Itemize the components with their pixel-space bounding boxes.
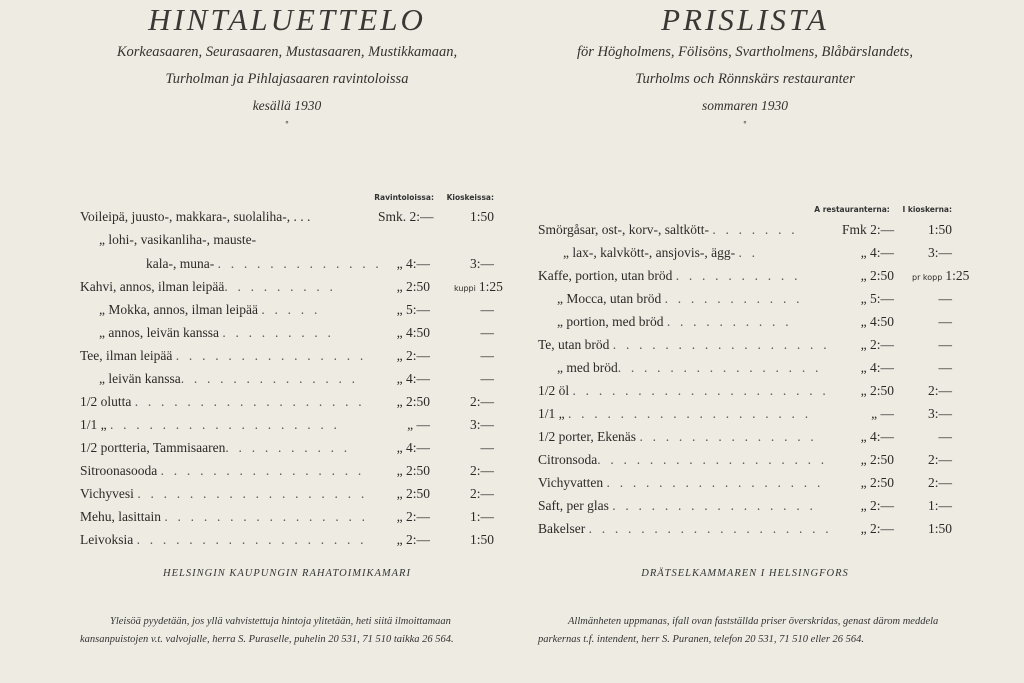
finnish-header-kiosks: Kioskeissa:: [446, 193, 494, 202]
kiosk-price: pr kopp 1:25: [912, 268, 970, 283]
dot-leader: . . . . . . . . . . . . . . . .: [164, 509, 369, 524]
finnish-issuer: HELSINGIN KAUPUNGIN RAHATOIMIKAMARI: [163, 568, 411, 579]
dot-leader: . . . . . . . . . . . . . . . .: [617, 360, 822, 375]
unit-tag: pr kopp: [912, 273, 943, 282]
unit-tag: kuppi: [454, 284, 476, 293]
item-label: Kaffe, portion, utan bröd . . . . . . . . . .: [538, 268, 801, 283]
restaurant-price: „ 2:50: [396, 463, 430, 478]
price-row: [80, 369, 494, 392]
kiosk-price: 2:—: [469, 486, 494, 501]
item-label: 1/2 portteria, Tammisaaren. . . . . . . . . .: [80, 440, 351, 455]
dot-leader: . . . . . . . . . . . . . . .: [175, 348, 367, 363]
kiosk-price: —: [480, 371, 494, 386]
item-label: 1/2 porter, Ekenäs . . . . . . . . . . . . . .: [538, 429, 817, 444]
kiosk-price: —: [480, 325, 494, 340]
item-label: 1/1 „ . . . . . . . . . . . . . . . . . .: [80, 417, 341, 432]
item-label: kala-, muna- . . . . . . . . . . . . .: [146, 256, 382, 271]
price-row: [80, 507, 494, 530]
price-row: [538, 289, 952, 312]
kiosk-price: 1:50: [469, 209, 494, 224]
kiosk-price: —: [480, 440, 494, 455]
price-row: [538, 404, 952, 427]
price-row: [538, 496, 952, 519]
kiosk-price: 3:—: [469, 417, 494, 432]
item-label: Vichyvatten . . . . . . . . . . . . . . . . .: [538, 475, 824, 490]
price-row: [538, 243, 952, 266]
dot-leader: . . . . . . . . . . . . . . . . . .: [134, 394, 365, 409]
swedish-title: PRISLISTA: [661, 2, 829, 37]
dot-leader: . . . . . . . . . . . . . . . . . .: [110, 417, 341, 432]
price-row: [538, 266, 970, 289]
dot-leader: . . . . . . . . . .: [225, 440, 351, 455]
item-label: Te, utan bröd . . . . . . . . . . . . . . . . .: [538, 337, 830, 352]
kiosk-price: —: [938, 337, 952, 352]
price-row: [80, 530, 494, 553]
restaurant-price: „ 2:—: [860, 337, 894, 352]
dot-leader: . . . . . . . . . . . . . . . . . .: [597, 452, 828, 467]
dot-leader: . . . . . . . . . . . . . . . . . . . .: [572, 383, 829, 398]
dot-leader: . . . . . . . . . .: [666, 314, 792, 329]
item-label: Saft, per glas . . . . . . . . . . . . . . . .: [538, 498, 817, 513]
dot-leader: . . . . . . . . . . . . . . . . . .: [137, 486, 368, 501]
item-label: „ Mocca, utan bröd . . . . . . . . . . .: [557, 291, 803, 306]
kiosk-price: 1:50: [927, 521, 952, 536]
restaurant-price: „ 4:—: [396, 256, 430, 271]
restaurant-price: „ 4:—: [860, 429, 894, 444]
item-label: „ med bröd. . . . . . . . . . . . . . . .: [557, 360, 822, 375]
restaurant-price: „ 5:—: [396, 302, 430, 317]
restaurant-price: „ 2:50: [396, 486, 430, 501]
kiosk-price: 2:—: [469, 463, 494, 478]
kiosk-price: 1:—: [927, 498, 952, 513]
swedish-price-rows: [538, 220, 970, 542]
kiosk-price: 3:—: [927, 406, 952, 421]
restaurant-price: „ 5:—: [860, 291, 894, 306]
price-row: [538, 519, 952, 542]
dot-leader: . . . . . . . . . . . . . .: [180, 371, 359, 386]
dot-leader: . . . . . . . . . . . . .: [217, 256, 382, 271]
price-row: [538, 473, 952, 496]
swedish-subtitle-islands: för Högholmens, Fölisöns, Svartholmens, Blåbärslandets,: [577, 44, 913, 60]
finnish-ornament: ∘: [284, 118, 290, 128]
finnish-header-restaurants: Ravintoloissa:: [374, 193, 434, 202]
swedish-complaint-note: Allmänheten uppmanas, ifall ovan fastställda priser överskridas, genast därom meddela parkernas t.f. intendent, herr S. Puranen, telefon 20 531, 71 510 eller 26 564.: [538, 616, 939, 645]
dot-leader: . . . . . . . . . . . . . . . . . . .: [588, 521, 832, 536]
restaurant-price: „ 4:—: [860, 360, 894, 375]
kiosk-price: 2:—: [927, 383, 952, 398]
dot-leader: . . . . . . . . . . . . . . . . .: [612, 337, 830, 352]
restaurant-price: „ 4:—: [860, 245, 894, 260]
restaurant-price: „ 2:50: [860, 452, 894, 467]
finnish-price-rows: [80, 207, 503, 553]
finnish-subtitle-islands: Korkeasaaren, Seurasaaren, Mustasaaren, Mustikkamaan,: [116, 44, 458, 60]
kiosk-price: —: [480, 348, 494, 363]
item-label: Citronsoda. . . . . . . . . . . . . . . . . .: [538, 452, 828, 467]
restaurant-price: „ 2:50: [396, 279, 430, 294]
price-row: [80, 230, 494, 254]
kiosk-price: 1:50: [469, 532, 494, 547]
price-row: [538, 220, 952, 243]
item-label: „ lax-, kalvkött-, ansjovis-, ägg- . .: [563, 245, 759, 260]
item-label: Smörgåsar, ost-, korv-, saltkött- . . . . . . .: [538, 222, 798, 237]
kiosk-price: 3:—: [927, 245, 952, 260]
price-row: [80, 461, 494, 484]
finnish-complaint-note: Yleisöä pyydetään, jos yllä vahvistettuja hintoja ylitetään, heti siitä ilmoittamaan kansanpuistojen v.t. valvojalle, herra S. Puraselle, puhelin 20 531, 71 510 taikka 26 564.: [80, 616, 454, 645]
dot-leader: . . . . . . . . .: [224, 279, 337, 294]
price-row: [538, 450, 952, 473]
price-row: [80, 277, 503, 300]
kiosk-price: —: [938, 314, 952, 329]
dot-leader: . . . . . . . . . . . . . . . . .: [606, 475, 824, 490]
item-label: Bakelser . . . . . . . . . . . . . . . . . . .: [538, 521, 832, 536]
price-row: [80, 300, 494, 323]
item-label: 1/2 olutta . . . . . . . . . . . . . . . . . .: [80, 394, 365, 409]
kiosk-price: —: [938, 291, 952, 306]
item-label: Sitroonasooda . . . . . . . . . . . . . . . .: [80, 463, 365, 478]
item-label: „ leivän kanssa. . . . . . . . . . . . . .: [99, 371, 359, 386]
item-label: Voileipä, juusto-, makkara-, suolaliha-, . . .: [80, 209, 311, 224]
restaurant-price: „ —: [407, 417, 430, 432]
restaurant-price: Fmk 2:—: [842, 222, 895, 237]
price-row: [80, 438, 494, 461]
item-label: 1/1 „ . . . . . . . . . . . . . . . . . . .: [538, 406, 812, 421]
finnish-subtitle-restaurants: Turholman ja Pihlajasaaren ravintoloissa: [165, 71, 409, 87]
kiosk-price: 1:50: [927, 222, 952, 237]
restaurant-price: Smk. 2:—: [378, 209, 434, 224]
price-row: [538, 427, 952, 450]
dot-leader: . . . . . . . . . . . . . . . .: [612, 498, 817, 513]
dot-leader: . . . . . . . . . . . . . .: [639, 429, 817, 444]
item-label: Vichyvesi . . . . . . . . . . . . . . . . . .: [80, 486, 368, 501]
kiosk-price: —: [938, 429, 952, 444]
swedish-ornament: ∘: [742, 118, 748, 128]
restaurant-price: „ 4:—: [396, 371, 430, 386]
restaurant-price: „ 2:50: [860, 383, 894, 398]
restaurant-price: „ 2:50: [860, 475, 894, 490]
restaurant-price: „ 2:—: [396, 532, 430, 547]
restaurant-price: „ 2:—: [396, 348, 430, 363]
item-label: Tee, ilman leipää . . . . . . . . . . . . . . .: [80, 348, 367, 363]
dot-leader: . .: [738, 245, 759, 260]
dot-leader: . . . . . . . . . .: [675, 268, 801, 283]
swedish-issuer: DRÄTSELKAMMAREN I HELSINGFORS: [641, 568, 849, 579]
restaurant-price: „ 2:50: [396, 394, 430, 409]
finnish-column-headers: [374, 193, 494, 202]
kiosk-price: 2:—: [927, 475, 952, 490]
kiosk-price: —: [480, 302, 494, 317]
restaurant-price: „ —: [871, 406, 894, 421]
price-row: [80, 484, 494, 507]
price-row: [80, 415, 494, 438]
kiosk-price: —: [938, 360, 952, 375]
swedish-subtitle-restaurants: Turholms och Rönnskärs restauranter: [635, 71, 855, 87]
price-row: [80, 323, 494, 346]
restaurant-price: „ 2:—: [860, 498, 894, 513]
dot-leader: . . . . . . . . .: [222, 325, 335, 340]
dot-leader: . . . . . . . . . . . . . . . . . . .: [568, 406, 812, 421]
swedish-header-restaurants: A restauranterna:: [814, 205, 890, 214]
item-label: „ portion, med bröd . . . . . . . . . .: [557, 314, 792, 329]
kiosk-price: kuppi 1:25: [454, 279, 503, 294]
dot-leader: . . . . . . . . . . . . . . . .: [160, 463, 365, 478]
kiosk-price: 3:—: [469, 256, 494, 271]
price-row: [80, 346, 494, 369]
item-label: „ lohi-, vasikanliha-, mauste-: [99, 232, 257, 247]
kiosk-price: 1:—: [469, 509, 494, 524]
restaurant-price: „ 4:—: [396, 440, 430, 455]
dot-leader: . . . . . . . . . . .: [664, 291, 803, 306]
swedish-column-headers: [814, 205, 952, 214]
dot-leader: . . . . .: [261, 302, 321, 317]
price-row: [538, 358, 952, 381]
restaurant-price: „ 2:—: [396, 509, 430, 524]
restaurant-price: „ 4:50: [860, 314, 894, 329]
price-row: [80, 392, 494, 415]
price-row: [80, 254, 494, 277]
price-row: [538, 381, 952, 404]
price-row: [80, 207, 494, 230]
price-row: [538, 335, 952, 358]
item-label: Leivoksia . . . . . . . . . . . . . . . . . .: [80, 532, 367, 547]
price-row: [538, 312, 952, 335]
item-label: 1/2 öl . . . . . . . . . . . . . . . . . . . .: [538, 383, 829, 398]
restaurant-price: „ 4:50: [396, 325, 430, 340]
swedish-header-kiosks: I kioskerna:: [902, 205, 952, 214]
item-label: Mehu, lasittain . . . . . . . . . . . . . . . .: [80, 509, 369, 524]
item-label: „ Mokka, annos, ilman leipää . . . . .: [99, 302, 321, 317]
finnish-title: HINTALUETTELO: [148, 2, 426, 37]
restaurant-price: „ 2:—: [860, 521, 894, 536]
item-label: „ annos, leivän kanssa . . . . . . . . .: [99, 325, 335, 340]
swedish-subtitle-season: sommaren 1930: [701, 98, 789, 113]
finnish-subtitle-season: kesällä 1930: [252, 98, 322, 113]
dot-leader: . . . . . . . . . . . . . . . . . .: [136, 532, 367, 547]
item-label: Kahvi, annos, ilman leipää. . . . . . . . .: [80, 279, 337, 294]
restaurant-price: „ 2:50: [860, 268, 894, 283]
dot-leader: . . . . . . .: [712, 222, 798, 237]
kiosk-price: 2:—: [469, 394, 494, 409]
kiosk-price: 2:—: [927, 452, 952, 467]
